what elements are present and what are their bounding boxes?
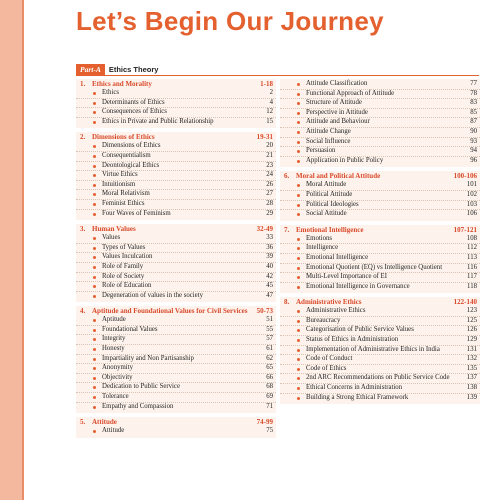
toc-item-title: Role of Family (102, 262, 144, 270)
toc-item-title: Social Attitude (306, 210, 347, 218)
bullet-icon (296, 201, 306, 210)
toc-item-title: Four Waves of Feminism (102, 209, 171, 217)
bullet-icon (92, 181, 102, 190)
toc-item-title: Attitude (102, 427, 125, 435)
toc-item[interactable] (76, 180, 276, 190)
toc-item-page: 101 (466, 181, 477, 189)
decorative-left-line (22, 0, 24, 500)
toc-item-page: 36 (266, 243, 273, 251)
toc-item[interactable] (280, 345, 480, 355)
toc-section (280, 297, 480, 404)
toc-item-title: Attitude Change (306, 127, 351, 135)
section-heading[interactable] (76, 418, 276, 427)
section-number: 4. (80, 307, 86, 316)
bullet-icon (92, 142, 102, 151)
toc-section (76, 224, 276, 302)
toc-item-page: 21 (266, 151, 273, 159)
toc-item-title: Integrity (102, 335, 126, 343)
toc-item[interactable] (280, 89, 480, 99)
bullet-icon (92, 355, 102, 364)
toc-item-title: Types of Values (102, 243, 146, 251)
toc-item-title: Bureaucracy (306, 316, 341, 324)
toc-item-title: Values Inculcation (102, 253, 153, 261)
section-number: 1. (80, 80, 86, 88)
toc-item-title: Emotional Intelligence in Governance (306, 282, 410, 290)
toc-item[interactable] (76, 334, 276, 344)
toc-item-page: 33 (266, 234, 273, 242)
toc-item[interactable] (280, 373, 480, 383)
toc-item-page: 129 (466, 336, 477, 344)
toc-item-page: 139 (466, 393, 477, 401)
bullet-icon (296, 273, 306, 282)
section-number: 8. (284, 298, 290, 307)
toc-item[interactable] (280, 98, 480, 108)
toc-item[interactable] (280, 200, 480, 210)
toc-column-right (280, 79, 480, 408)
toc-item[interactable] (280, 137, 480, 147)
part-tag: Part-A (76, 64, 105, 75)
toc-item-page: 71 (266, 402, 273, 410)
toc-item-page: 102 (466, 190, 477, 198)
bullet-icon (92, 244, 102, 253)
toc-item-page: 62 (266, 354, 273, 362)
bullet-icon (92, 393, 102, 402)
toc-item-title: 2nd ARC Recommendations on Public Service Code (306, 374, 450, 382)
bullet-icon (92, 89, 102, 98)
toc-item[interactable] (76, 170, 276, 180)
toc-item-title: Administrative Ethics (306, 307, 366, 315)
toc-item-title: Consequentialism (102, 151, 151, 159)
toc-item-title: Categorisation of Public Service Values (306, 326, 414, 334)
toc-section (280, 225, 480, 294)
bullet-icon (92, 99, 102, 108)
bullet-icon (296, 128, 306, 137)
toc-item-page: 113 (467, 253, 477, 261)
toc-item-page: 108 (466, 234, 477, 242)
toc-item-page: 23 (266, 161, 273, 169)
toc-item-title: Consequences of Ethics (102, 108, 167, 116)
toc-item-page: 77 (470, 80, 477, 87)
toc-item-title: Emotional Quotient (EQ) vs Intelligence Quotient (306, 263, 443, 271)
bullet-icon (296, 109, 306, 118)
toc-item[interactable] (76, 325, 276, 335)
bullet-icon (296, 90, 306, 99)
section-title: Moral and Political Attitude (296, 172, 381, 181)
toc-item-page: 118 (467, 282, 477, 290)
toc-item-page: 87 (470, 118, 477, 126)
section-number: 3. (80, 225, 86, 234)
bullet-icon (92, 282, 102, 291)
bullet-icon (92, 210, 102, 219)
toc-item[interactable] (76, 373, 276, 383)
toc-item-title: Moral Relativism (102, 190, 150, 198)
toc-item-title: Political Ideologies (306, 200, 359, 208)
section-number: 7. (284, 225, 290, 234)
toc-item-page: 61 (266, 345, 273, 353)
toc-item-page: 117 (467, 273, 477, 281)
toc-item[interactable] (280, 80, 480, 89)
toc-item-page: 4 (269, 98, 273, 106)
part-divider (76, 75, 479, 76)
toc-item[interactable] (280, 263, 480, 273)
toc-item[interactable] (280, 209, 480, 219)
toc-item-page: 29 (266, 209, 273, 217)
toc-section (76, 79, 276, 128)
toc-item[interactable] (76, 209, 276, 219)
bullet-icon (296, 365, 306, 374)
section-title: Administrative Ethics (296, 298, 362, 307)
toc-item-title: Objectivity (102, 373, 133, 381)
bullet-icon (92, 253, 102, 262)
toc-item-page: 112 (467, 244, 477, 252)
toc-item-page: 138 (466, 384, 477, 392)
toc-item-page: 12 (266, 108, 273, 116)
bullet-icon (296, 254, 306, 263)
bullet-icon (92, 162, 102, 171)
toc-item-page: 83 (470, 99, 477, 107)
toc-item[interactable] (280, 316, 480, 326)
toc-item[interactable] (76, 382, 276, 392)
toc-item[interactable] (280, 335, 480, 345)
toc-item-page: 28 (266, 199, 273, 207)
bullet-icon (296, 317, 306, 326)
bullet-icon (296, 394, 306, 403)
toc-item[interactable] (280, 190, 480, 200)
section-title: Aptitude and Foundational Values for Civil Services (92, 307, 248, 316)
toc-item-page: 132 (466, 355, 477, 363)
bullet-icon (92, 427, 102, 436)
bullet-icon (92, 108, 102, 117)
toc-item-page: 2 (269, 89, 273, 96)
section-title: Ethics and Morality (92, 80, 152, 88)
toc-item[interactable] (280, 307, 480, 316)
toc-section (76, 132, 276, 220)
toc-item[interactable] (76, 107, 276, 117)
toc-item-page: 65 (266, 364, 273, 372)
toc-item-title: Implementation of Administrative Ethics in India (306, 345, 440, 353)
toc-item[interactable] (76, 189, 276, 199)
section-heading[interactable] (76, 133, 276, 142)
toc-item-page: 27 (266, 190, 273, 198)
toc-item-title: Dedication to Public Service (102, 383, 180, 391)
toc-item-page: 94 (470, 147, 477, 155)
toc-item[interactable] (76, 402, 276, 412)
toc-item[interactable] (76, 363, 276, 373)
bullet-icon (296, 346, 306, 355)
toc-item-page: 125 (466, 316, 477, 324)
toc-item[interactable] (280, 156, 480, 166)
bullet-icon (92, 374, 102, 383)
toc-item[interactable] (280, 181, 480, 190)
toc-item-title: Application in Public Policy (306, 156, 384, 164)
toc-item-title: Degeneration of values in the society (102, 291, 203, 299)
toc-item[interactable] (280, 393, 480, 403)
bullet-icon (296, 80, 306, 89)
bullet-icon (92, 335, 102, 344)
toc-item-page: 126 (466, 326, 477, 334)
toc-item-title: Multi-Level Importance of EI (306, 273, 387, 281)
section-pages: 1-18 (260, 80, 273, 88)
bullet-icon (92, 118, 102, 127)
toc-item[interactable] (280, 272, 480, 282)
toc-item-page: 135 (466, 364, 477, 372)
toc-item[interactable] (280, 243, 480, 253)
toc-item[interactable] (280, 325, 480, 335)
section-title: Dimensions of Ethics (92, 133, 155, 142)
toc-item-title: Tolerance (102, 393, 129, 401)
toc-item-title: Intuitionism (102, 180, 136, 188)
bullet-icon (296, 283, 306, 292)
toc-item[interactable] (76, 199, 276, 209)
toc-item-page: 137 (466, 374, 477, 382)
toc-item-title: Building a Strong Ethical Framework (306, 393, 409, 401)
toc-item[interactable] (76, 291, 276, 301)
toc-item-title: Persuasion (306, 147, 336, 155)
bullet-icon (92, 190, 102, 199)
toc-item-title: Ethics (102, 89, 119, 96)
section-title: Attitude (92, 418, 117, 427)
toc-item-title: Status of Ethics in Administration (306, 336, 399, 344)
bullet-icon (296, 210, 306, 219)
toc-item-title: Values (102, 234, 121, 242)
toc-item-page: 51 (266, 316, 273, 324)
toc-item[interactable] (280, 127, 480, 137)
toc-item-page: 20 (266, 142, 273, 150)
toc-item-title: Social Influence (306, 137, 351, 145)
toc-section (76, 417, 276, 438)
section-heading[interactable] (280, 298, 480, 307)
toc-item[interactable] (76, 89, 276, 98)
toc-item-title: Impartiality and Non Partisanship (102, 354, 194, 362)
toc-item[interactable] (76, 142, 276, 151)
bullet-icon (296, 244, 306, 253)
toc-item[interactable] (280, 354, 480, 364)
toc-item-page: 39 (266, 253, 273, 261)
toc-item[interactable] (280, 383, 480, 393)
bullet-icon (92, 263, 102, 272)
toc-item-page: 93 (470, 137, 477, 145)
bullet-icon (92, 292, 102, 301)
toc-item-page: 123 (466, 307, 477, 315)
toc-item[interactable] (76, 354, 276, 364)
bullet-icon (92, 316, 102, 325)
toc-item[interactable] (76, 272, 276, 282)
bullet-icon (296, 138, 306, 147)
toc-item-title: Virtue Ethics (102, 171, 138, 179)
bullet-icon (296, 384, 306, 393)
bullet-icon (296, 307, 306, 316)
toc-item[interactable] (76, 161, 276, 171)
toc-item-title: Moral Attitude (306, 181, 347, 189)
section-number: 6. (284, 172, 290, 181)
toc-item-title: Political Attitude (306, 190, 353, 198)
section-number: 5. (80, 418, 86, 427)
toc-item[interactable] (76, 252, 276, 262)
section-pages: 122-140 (453, 298, 477, 307)
toc-item-title: Attitude and Behaviour (306, 118, 370, 126)
toc-item-title: Emotional Intelligence (306, 253, 369, 261)
bullet-icon (296, 118, 306, 127)
bullet-icon (296, 157, 306, 166)
toc-item-page: 57 (266, 335, 273, 343)
toc-item[interactable] (280, 364, 480, 374)
toc-item-title: Anonymity (102, 364, 133, 372)
bullet-icon (296, 99, 306, 108)
toc-item[interactable] (76, 344, 276, 354)
toc-item[interactable] (76, 316, 276, 325)
part-header (76, 63, 158, 75)
bullet-icon (296, 336, 306, 345)
bullet-icon (296, 355, 306, 364)
toc-item-page: 75 (266, 427, 273, 435)
toc-section (280, 79, 480, 167)
toc-item-title: Feminist Ethics (102, 199, 145, 207)
toc-item[interactable] (76, 151, 276, 161)
bullet-icon (296, 326, 306, 335)
toc-item-title: Attitude Classification (306, 80, 368, 87)
bullet-icon (296, 264, 306, 273)
toc-item-title: Dimensions of Ethics (102, 142, 161, 150)
bullet-icon (92, 364, 102, 373)
bullet-icon (92, 234, 102, 243)
toc-item-title: Foundational Values (102, 325, 158, 333)
toc-item-page: 45 (266, 282, 273, 290)
toc-item-title: Empathy and Compassion (102, 402, 174, 410)
section-pages: 50-73 (256, 307, 273, 316)
section-heading[interactable] (76, 225, 276, 234)
toc-item[interactable] (280, 108, 480, 118)
bullet-icon (92, 403, 102, 412)
toc-item[interactable] (76, 262, 276, 272)
part-name: Ethics Theory (108, 64, 159, 74)
toc-item-page: 68 (266, 383, 273, 391)
section-number: 2. (80, 133, 86, 142)
toc-item[interactable] (280, 117, 480, 127)
toc-item-page: 96 (470, 156, 477, 164)
toc-item-page: 15 (266, 117, 273, 125)
toc-item-page: 116 (467, 263, 477, 271)
toc-item-title: Ethical Concerns in Administration (306, 384, 403, 392)
toc-item-page: 24 (266, 171, 273, 179)
bullet-icon (296, 374, 306, 383)
toc-item-page: 55 (266, 325, 273, 333)
bullet-icon (296, 147, 306, 156)
section-pages: 19-31 (256, 133, 273, 142)
section-title: Emotional Intelligence (296, 225, 364, 234)
toc-item-page: 131 (466, 345, 477, 353)
section-heading[interactable] (76, 80, 276, 89)
toc-item-page: 103 (466, 200, 477, 208)
toc-item-page: 26 (266, 180, 273, 188)
section-pages: 74-99 (256, 418, 273, 427)
toc-item-title: Honesty (102, 345, 125, 353)
page-title: Let’s Begin Our Journey (76, 6, 384, 36)
toc-item-page: 85 (470, 108, 477, 116)
toc-item-title: Role of Education (102, 282, 152, 290)
toc-item-title: Structure of Attitude (306, 99, 362, 107)
section-pages: 100-106 (453, 172, 477, 181)
bullet-icon (296, 235, 306, 244)
toc-item-title: Aptitude (102, 316, 126, 324)
toc-item-page: 40 (266, 262, 273, 270)
toc-item[interactable] (76, 234, 276, 243)
toc-item-title: Code of Conduct (306, 355, 353, 363)
section-heading[interactable] (280, 172, 480, 181)
toc-item-title: Role of Society (102, 272, 145, 280)
toc-section (76, 306, 276, 413)
toc-item[interactable] (280, 235, 480, 244)
toc-section (280, 171, 480, 220)
toc-item-page: 66 (266, 373, 273, 381)
bullet-icon (92, 200, 102, 209)
toc-item-page: 78 (470, 89, 477, 97)
toc-item[interactable] (76, 98, 276, 108)
bullet-icon (92, 383, 102, 392)
toc-item[interactable] (280, 253, 480, 263)
toc-item-title: Emotions (306, 234, 333, 242)
toc-item[interactable] (76, 281, 276, 291)
toc-item-page: 90 (470, 127, 477, 135)
bullet-icon (92, 345, 102, 354)
bullet-icon (296, 191, 306, 200)
toc-item-page: 47 (266, 291, 273, 299)
toc-item-page: 69 (266, 393, 273, 401)
bullet-icon (296, 181, 306, 190)
toc-item-title: Code of Ethics (306, 364, 347, 372)
toc-item-title: Perspective in Attitude (306, 108, 368, 116)
toc-item[interactable] (280, 282, 480, 292)
toc-item-page: 42 (266, 272, 273, 280)
toc-item[interactable] (280, 146, 480, 156)
toc-item-page: 106 (466, 210, 477, 218)
bullet-icon (92, 326, 102, 335)
toc-item-title: Deontological Ethics (102, 161, 160, 169)
section-pages: 32-49 (256, 225, 273, 234)
section-heading[interactable] (76, 307, 276, 316)
toc-item-title: Ethics in Private and Public Relationship (102, 117, 214, 125)
decorative-left-band (0, 0, 22, 500)
toc-item[interactable] (76, 117, 276, 127)
section-pages: 107-121 (453, 225, 477, 234)
toc-item-title: Intelligence (306, 244, 339, 252)
bullet-icon (92, 273, 102, 282)
section-title: Human Values (92, 225, 136, 234)
bullet-icon (92, 152, 102, 161)
bullet-icon (92, 171, 102, 180)
toc-column-left (76, 79, 276, 442)
toc-item-title: Determinants of Ethics (102, 98, 165, 106)
toc-item-title: Functional Approach of Attitude (306, 89, 395, 97)
toc-item[interactable] (76, 392, 276, 402)
toc-item[interactable] (76, 243, 276, 253)
section-heading[interactable] (280, 226, 480, 235)
toc-item[interactable] (76, 427, 276, 436)
